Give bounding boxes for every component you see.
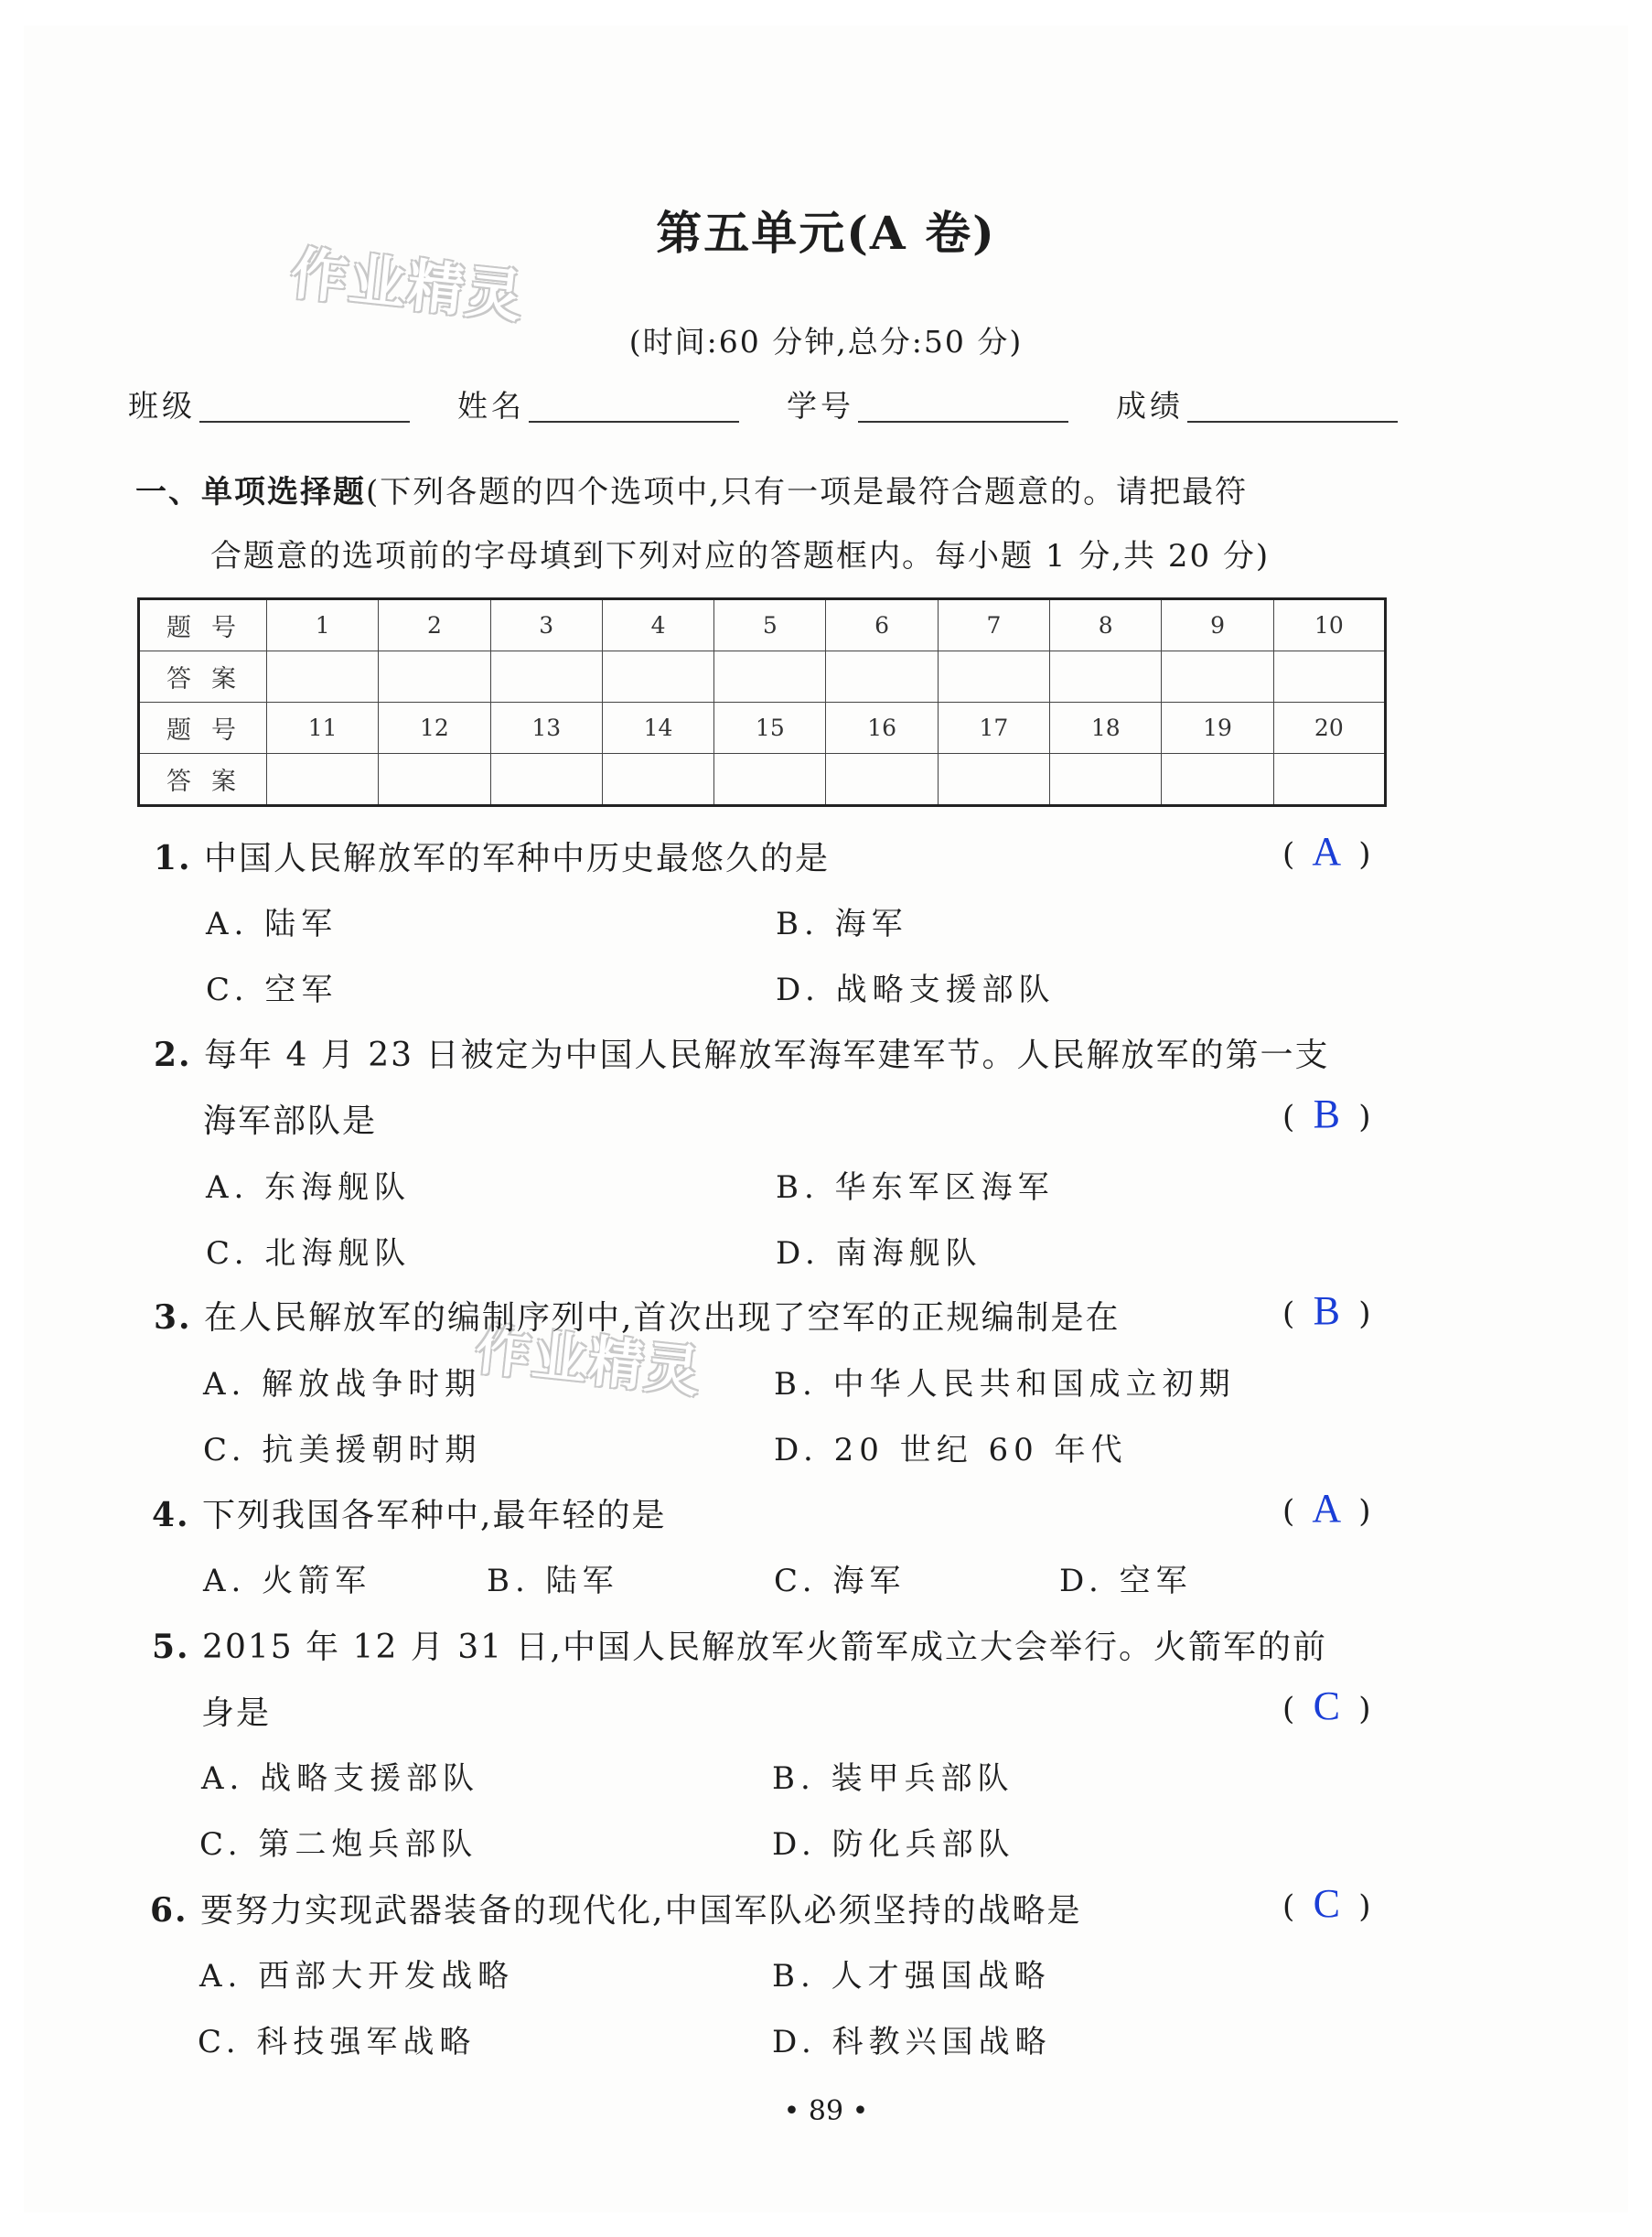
answer-cell[interactable] — [1050, 651, 1162, 703]
option-d[interactable]: D. 南海舰队 — [776, 1235, 982, 1272]
option-c[interactable]: C. 第二炮兵部队 — [199, 1826, 478, 1863]
answer-bracket — [1282, 1287, 1371, 1334]
answer-cell[interactable] — [714, 651, 826, 703]
row-label-number: 题号 — [139, 703, 267, 754]
answer-cell[interactable] — [267, 754, 379, 806]
table-row — [139, 599, 1386, 651]
question-number-cell: 9 — [1162, 599, 1273, 651]
row-label-answer: 答案 — [139, 754, 267, 806]
question-stem: 下列我国各军种中,最年轻的是 — [202, 1497, 667, 1534]
paren-close: ) — [1358, 1099, 1371, 1135]
question-number-cell: 4 — [602, 599, 713, 651]
option-c[interactable]: C. 抗美援朝时期 — [203, 1432, 482, 1468]
question-5 — [152, 1621, 1327, 1668]
table-row — [139, 651, 1386, 703]
answer-cell[interactable] — [826, 651, 938, 703]
answer-mark: B — [1313, 1288, 1340, 1333]
paren-open: ( — [1282, 836, 1295, 873]
question-number: 4. — [152, 1496, 190, 1534]
row-label-number: 题号 — [139, 599, 267, 651]
question-stem: 中国人民解放军的军种中历史最悠久的是 — [204, 840, 831, 877]
answer-bracket — [1282, 1485, 1371, 1532]
option-a[interactable]: A. 陆军 — [206, 906, 338, 942]
question-number-cell: 19 — [1162, 703, 1273, 754]
question-1 — [154, 833, 830, 879]
answer-bracket — [1282, 828, 1371, 875]
answer-mark: B — [1313, 1092, 1340, 1136]
section-title: 一、单项选择题 — [135, 474, 366, 511]
name-label: 姓名 — [457, 388, 525, 424]
score-field[interactable] — [1187, 421, 1398, 423]
option-d[interactable]: D. 科教兴国战略 — [772, 2024, 1052, 2060]
question-3 — [154, 1292, 1121, 1339]
page-title: 第五单元(A 卷) — [656, 206, 996, 260]
question-4 — [152, 1490, 667, 1536]
question-stem: 要努力实现武器装备的现代化,中国军队必须坚持的战略是 — [200, 1892, 1082, 1930]
watermark: 作业精灵 — [287, 239, 528, 331]
watermark: 作业精灵 — [472, 1317, 705, 1405]
answer-cell[interactable] — [267, 651, 379, 703]
answer-cell[interactable] — [826, 754, 938, 806]
question-number-cell: 7 — [938, 599, 1049, 651]
question-number-cell: 12 — [379, 703, 490, 754]
answer-cell[interactable] — [1273, 651, 1385, 703]
option-d[interactable]: D. 战略支援部队 — [776, 972, 1056, 1008]
question-number: 1. — [154, 839, 192, 877]
answer-mark: C — [1313, 1881, 1340, 1926]
option-b[interactable]: B. 陆军 — [487, 1563, 619, 1599]
question-number-cell: 16 — [826, 703, 938, 754]
paren-close: ) — [1358, 1296, 1371, 1332]
answer-table — [137, 597, 1387, 807]
option-c[interactable]: C. 海军 — [774, 1563, 906, 1599]
question-number-cell: 17 — [938, 703, 1049, 754]
answer-bracket — [1282, 1091, 1371, 1137]
paren-open: ( — [1282, 1099, 1295, 1135]
answer-cell[interactable] — [379, 651, 490, 703]
question-stem: 每年 4 月 23 日被定为中国人民解放军海军建军节。人民解放军的第一支 — [204, 1037, 1330, 1074]
question-2 — [154, 1029, 1330, 1076]
answer-cell[interactable] — [490, 651, 602, 703]
question-6 — [150, 1885, 1082, 1931]
question-number-cell: 10 — [1273, 599, 1385, 651]
class-label: 班级 — [128, 388, 196, 424]
paren-open: ( — [1282, 1296, 1295, 1332]
section-instruction-cont: 合题意的选项前的字母填到下列对应的答题框内。每小题 1 分,共 20 分) — [210, 538, 1271, 575]
question-number-cell: 3 — [490, 599, 602, 651]
answer-cell[interactable] — [602, 651, 713, 703]
option-d[interactable]: D. 防化兵部队 — [772, 1826, 1015, 1863]
question-number-cell: 1 — [267, 599, 379, 651]
paren-open: ( — [1282, 1691, 1295, 1727]
answer-cell[interactable] — [602, 754, 713, 806]
answer-cell[interactable] — [1162, 754, 1273, 806]
option-b[interactable]: B. 海军 — [776, 906, 908, 942]
paren-close: ) — [1358, 1493, 1371, 1530]
option-c[interactable]: C. 空军 — [206, 972, 338, 1008]
student-id-field[interactable] — [858, 421, 1068, 423]
question-number-cell: 14 — [602, 703, 713, 754]
question-number-cell: 5 — [714, 599, 826, 651]
question-number-cell: 13 — [490, 703, 602, 754]
question-stem-cont: 身是 — [201, 1694, 272, 1732]
row-label-answer: 答案 — [139, 651, 267, 703]
exam-subtitle: (时间:60 分钟,总分:50 分) — [628, 324, 1024, 360]
answer-bracket — [1282, 1880, 1371, 1927]
class-field[interactable] — [199, 421, 410, 423]
option-d[interactable]: D. 空军 — [1059, 1563, 1193, 1599]
paren-close: ) — [1358, 836, 1371, 873]
option-b[interactable]: B. 中华人民共和国成立初期 — [774, 1366, 1236, 1403]
option-a[interactable]: A. 西部大开发战略 — [199, 1958, 515, 1995]
section-heading — [135, 460, 1416, 588]
option-d[interactable]: D. 20 世纪 60 年代 — [774, 1432, 1128, 1468]
answer-cell[interactable] — [1050, 754, 1162, 806]
option-a[interactable]: A. 东海舰队 — [206, 1169, 412, 1206]
paren-close: ) — [1358, 1888, 1371, 1925]
table-row — [139, 754, 1386, 806]
option-b[interactable]: B. 华东军区海军 — [776, 1169, 1055, 1206]
answer-cell[interactable] — [1162, 651, 1273, 703]
question-number-cell: 6 — [826, 599, 938, 651]
question-number-cell: 18 — [1050, 703, 1162, 754]
answer-mark: A — [1312, 829, 1342, 874]
question-number-cell: 11 — [267, 703, 379, 754]
answer-mark: C — [1313, 1683, 1340, 1728]
question-number-cell: 15 — [714, 703, 826, 754]
section-instruction: (下列各题的四个选项中,只有一项是最符合题意的。请把最符 — [366, 474, 1249, 511]
paren-open: ( — [1282, 1493, 1295, 1530]
question-number: 3. — [154, 1298, 192, 1337]
option-b[interactable]: B. 人才强国战略 — [772, 1958, 1051, 1995]
table-row — [139, 703, 1386, 754]
student-id-label: 学号 — [787, 388, 854, 424]
page-number: • 89 • — [783, 2095, 869, 2127]
question-number: 2. — [154, 1036, 192, 1074]
option-a[interactable]: A. 解放战争时期 — [203, 1366, 482, 1403]
question-stem-cont: 海军部队是 — [203, 1102, 378, 1140]
answer-cell[interactable] — [938, 754, 1049, 806]
option-c[interactable]: C. 科技强军战略 — [198, 2024, 477, 2060]
answer-cell[interactable] — [379, 754, 490, 806]
option-a[interactable]: A. 火箭军 — [203, 1563, 372, 1599]
question-number: 5. — [152, 1628, 190, 1666]
answer-mark: A — [1312, 1486, 1342, 1531]
answer-cell[interactable] — [1273, 754, 1385, 806]
question-number-cell: 20 — [1273, 703, 1385, 754]
answer-cell[interactable] — [714, 754, 826, 806]
student-info-row — [128, 382, 1409, 428]
name-field[interactable] — [529, 421, 739, 423]
question-stem: 2015 年 12 月 31 日,中国人民解放军火箭军成立大会举行。火箭军的前 — [202, 1629, 1327, 1666]
question-number: 6. — [150, 1891, 188, 1930]
question-number-cell: 2 — [379, 599, 490, 651]
option-a[interactable]: A. 战略支援部队 — [201, 1760, 480, 1797]
question-stem: 在人民解放军的编制序列中,首次出现了空军的正规编制是在 — [204, 1299, 1121, 1337]
option-c[interactable]: C. 北海舰队 — [206, 1235, 412, 1272]
score-label: 成绩 — [1116, 388, 1184, 424]
option-b[interactable]: B. 装甲兵部队 — [772, 1760, 1014, 1797]
answer-bracket — [1282, 1683, 1371, 1729]
answer-cell[interactable] — [938, 651, 1049, 703]
question-number-cell: 8 — [1050, 599, 1162, 651]
paren-open: ( — [1282, 1888, 1295, 1925]
answer-cell[interactable] — [490, 754, 602, 806]
paren-close: ) — [1358, 1691, 1371, 1727]
